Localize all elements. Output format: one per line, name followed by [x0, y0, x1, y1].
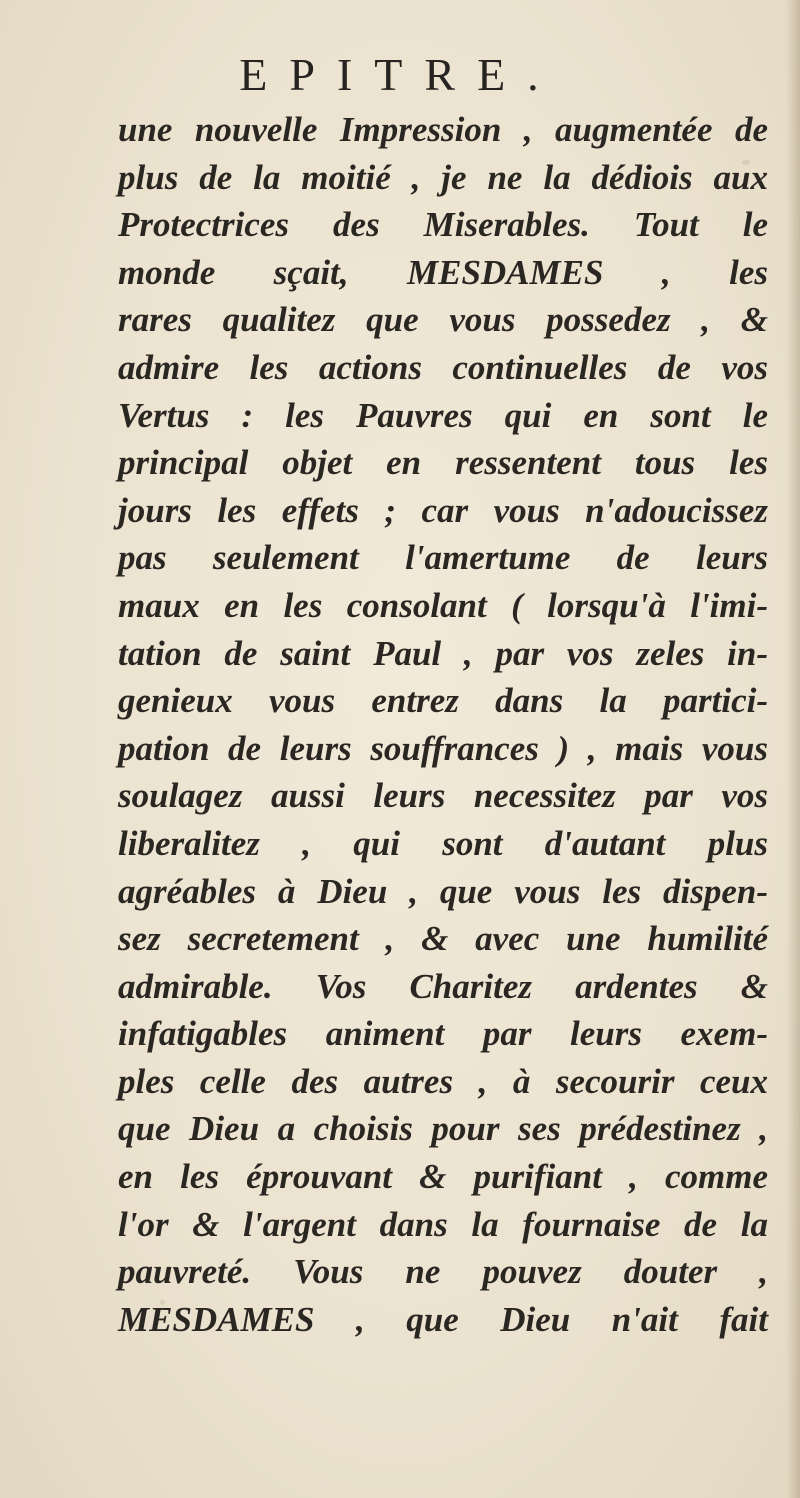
body-text [118, 106, 768, 1343]
text-line: une nouvelle Impression , augmentée de [118, 110, 768, 149]
text-line: en les éprouvant & purifiant , comme [118, 1157, 768, 1197]
text-line: agréables à Dieu , que vous les dispen- [118, 871, 768, 911]
text-line: rares qualitez que vous possedez , & [118, 300, 768, 340]
text-line: plus de la moitié , je ne la dédiois aux [118, 157, 768, 197]
text-line: admire les actions continuelles de vos [118, 347, 768, 387]
text-line: pas seulement l'amertume de leurs [118, 538, 768, 578]
text-line: ples celle des autres , à secourir ceux [118, 1061, 768, 1101]
page-edge-shadow [786, 0, 800, 1498]
text-line: Protectrices des Miserables. Tout le [118, 205, 768, 245]
text-line: soulagez aussi leurs necessitez par vos [118, 776, 768, 816]
text-line: l'or & l'argent dans la fournaise de la [118, 1204, 768, 1244]
text-line: infatigables animent par leurs exem- [118, 1014, 768, 1054]
text-line: jours les effets ; car vous n'adoucissez [118, 490, 768, 530]
text-line: Vertus : les Pauvres qui en sont le [118, 395, 768, 435]
text-line: admirable. Vos Charitez ardentes & [118, 966, 768, 1006]
text-line: MESDAMES , que Dieu n'ait fait [118, 1299, 768, 1339]
text-line: que Dieu a choisis pour ses prédestinez , [118, 1109, 768, 1149]
text-line: pation de leurs souffrances ) , mais vous [118, 728, 768, 768]
text-line: maux en les consolant ( lorsqu'à l'imi- [118, 585, 768, 625]
text-line: pauvreté. Vous ne pouvez douter , [118, 1252, 768, 1292]
text-line: tation de saint Paul , par vos zeles in- [118, 633, 768, 673]
text-line: principal objet en ressentent tous les [118, 443, 768, 483]
page-header: EPITRE. [239, 49, 561, 100]
text-line: monde sçait, MESDAMES , les [118, 252, 768, 292]
text-line: genieux vous entrez dans la partici- [118, 681, 768, 721]
text-line: sez secretement , & avec une humilité [118, 919, 768, 959]
text-line: liberalitez , qui sont d'autant plus [118, 823, 768, 863]
